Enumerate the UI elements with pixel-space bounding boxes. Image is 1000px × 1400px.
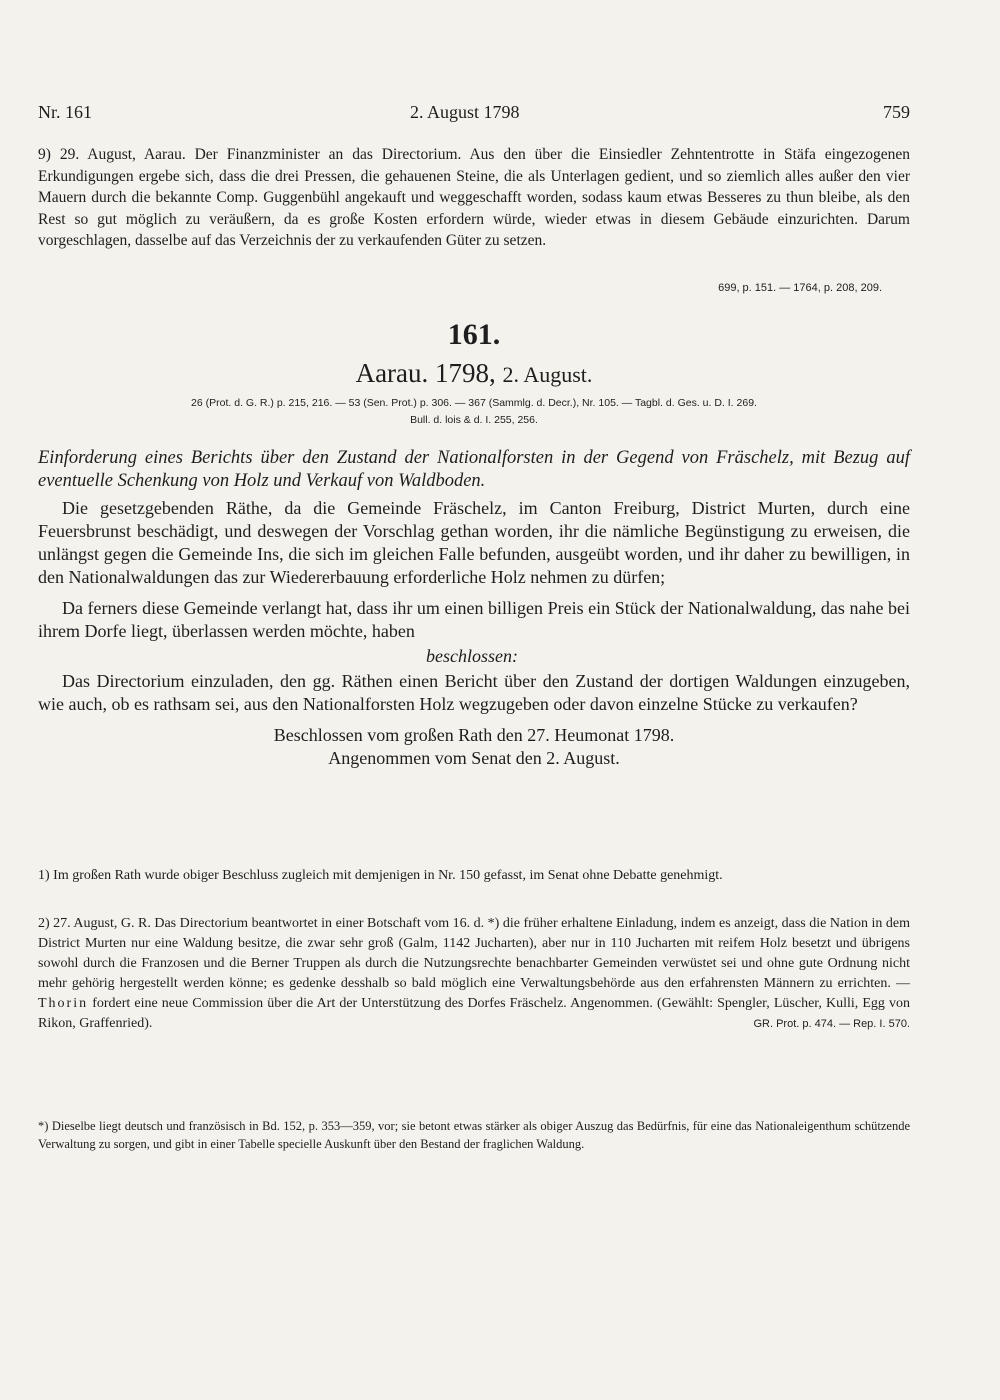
page-number: 759: [883, 102, 910, 122]
entry-date: 2. August.: [502, 362, 593, 387]
note-1: 1) Im großen Rath wurde obiger Beschluss zugleich mit demjenigen in Nr. 150 gefasst, im Senat ohne Debatte genehmigt.: [38, 868, 723, 883]
closing-line-2: Angenommen vom Senat den 2. August.: [328, 748, 620, 768]
entry-references: [38, 395, 910, 429]
previous-note-source: 699, p. 151. — 1764, p. 208, 209.: [718, 282, 882, 294]
header-entry-number: Nr. 161: [38, 102, 92, 122]
resolved-heading: beschlossen:: [426, 646, 518, 666]
entry-body: [38, 497, 910, 770]
note-2-source: GR. Prot. p. 474. — Rep. I. 570.: [753, 1018, 910, 1030]
paragraph-3: Das Directorium einzuladen, den gg. Räthen einen Bericht über den Zustand der dortigen Waldungen einzugeben, wie auch, ob es rathsam sei, aus den Nationalforsten Holz wegzugeben oder davon einzelne Stücke zu verkaufen?: [38, 671, 910, 714]
entry-place-date: [38, 358, 910, 389]
footnote: *) Dieselbe liegt deutsch und französisch in Bd. 152, p. 353—359, vor; sie betont etwas stärker als obiger Auszug das Bedürfnis, für eine das Nationaleigenthum schützende Verwaltung zu sorgen, und gibt in einer Tabelle specielle Auskunft über den Bestand der fraglichen Waldung.: [38, 1119, 910, 1151]
previous-note-text: 9) 29. August, Aarau. Der Finanzminister an das Directorium. Aus den über die Einsiedler Zehntentrotte in Stäfa eingezogenen Erkundigungen ergebe sich, dass die drei Pressen, die gehauenen Steine, die als Unterlagen gedient, und so ziemlich alles außer den vier Mauern durch die bekannte Comp. Guggenbühl angekauft und weggeschafft worden, sodass kaum etwas Besseres zu thun bleibe, als den Rest so gut möglich zu veräußern, da es große Kosten erfordern würde, wieder etwas in diesem Gebäude einzurichten. Darum vorgeschlagen, dasselbe auf das Verzeichnis der zu verkaufenden Güter zu setzen.: [38, 146, 910, 249]
paragraph-2: Da ferners diese Gemeinde verlangt hat, dass ihr um einen billigen Preis ein Stück der Nationalwaldung, das nahe bei ihrem Dorfe liegt, überlassen werden möchte, haben: [38, 598, 910, 641]
references-line-2: Bull. d. lois & d. I. 255, 256.: [410, 414, 538, 426]
entry-number: 161.: [447, 318, 501, 351]
closing-line-1: Beschlossen vom großen Rath den 27. Heumonat 1798.: [273, 725, 675, 745]
previous-entry-note: [38, 144, 910, 252]
note-2: [38, 914, 910, 1034]
entry-place: Aarau.: [355, 358, 429, 388]
note-2-text-b: fordert eine neue Commission über die Art der Unterstützung des Dorfes Fräschelz. Angenommen. (Gewählt: Spengler, Lüscher, Kulli, Egg von Rikon, Graffenried).: [38, 996, 910, 1031]
header-date: 2. August 1798: [410, 102, 520, 122]
paragraph-1: Die gesetzgebenden Räthe, da die Gemeinde Fräschelz, im Canton Freiburg, District Murten, durch eine Feuersbrunst beschädigt, und deswegen der Vorschlag gethan worden, ihr die nämliche Begünstigung zu erweisen, die unlängst gegen die Gemeinde Ins, die sich im gleichen Falle befunden, ausgeübt worden, und ihr daher zu bewilligen, in den Nationalwaldungen das zur Wiedererbauung erforderliche Holz nehmen zu dürfen;: [38, 498, 910, 587]
entry-summary: Einforderung eines Berichts über den Zustand der Nationalforsten in der Gegend von Fräschelz, mit Bezug auf eventuelle Schenkung von Holz und Verkauf von Waldboden.: [38, 448, 910, 491]
entry-year: 1798,: [435, 358, 496, 388]
note-2-name: Thorin: [38, 996, 89, 1011]
references-line-1: 26 (Prot. d. G. R.) p. 215, 216. — 53 (Sen. Prot.) p. 306. — 367 (Sammlg. d. Decr.), Nr. 105. — Tagbl. d. Ges. u. D. I. 269.: [191, 397, 757, 409]
page-header: [38, 102, 910, 126]
note-2-text-a: 2) 27. August, G. R. Das Directorium beantwortet in einer Botschaft vom 16. d. *) die früher erhaltene Einladung, indem es anzeigt, dass die Nation in dem District Murten nur eine Waldung besitze, die zwar sehr groß (Galm, 1142 Jucharten), aber nur in 110 Jucharten mit reifem Holz besetzt und übrigens sowohl durch die Franzosen und die Berner Truppen als durch die Nutzungsrechte benachbarter Gemeinden verwüstet sei und ohne gute Ordnung nicht mehr gehörig hergestellt werden könne; es gedenke desshalb so bald möglich eine Verwaltungsbehörde aus den erfahrensten Männern zu errichten. —: [38, 916, 910, 991]
